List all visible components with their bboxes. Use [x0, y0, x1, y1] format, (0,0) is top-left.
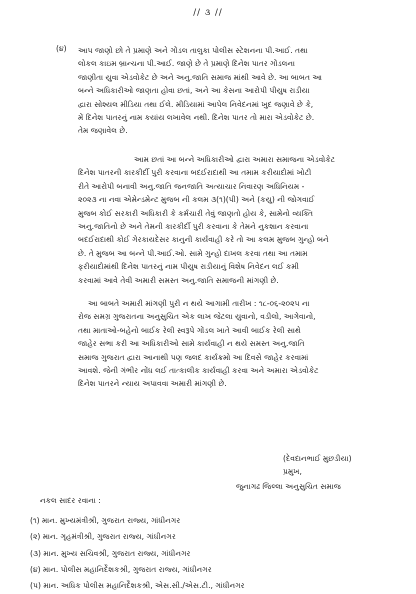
paragraph-marker: (૪)	[56, 44, 67, 53]
text-line: મુજબ કોઈ સરકારી અધિકારી કે કર્મચારી તેવું જાણતો હોય કે, સામેનો વ્યક્તિ	[78, 208, 314, 218]
text-line: ફરીયાદોમાંથી દિનેશ પાતરનું નામ પીયુષ રાડીયાનું વિશેષ નિવેદન લઈ કમી	[78, 262, 299, 272]
text-line: સમાજ ગુજરાત દ્વારા આનાથી પણ જલદ કાર્યક્રમો આ દિવસે જાહેર કરવામાં	[78, 352, 309, 362]
text-line: ૨૦૨૩ ના નવા એમેન્ડમેન્ટ મુજબ ની કલમ ૩(૧)(પી) અને (કયુ) ની જોગવાઈ	[78, 195, 315, 205]
text-line: આ બાબતે અમારી માંગણી પુરી ન થયે આગામી તારીખ : ૧૮-૦૬-૨૦૨૫ ના	[88, 299, 310, 308]
text-line: છે. તે મુજબ આ બન્ને પી.આઈ.ઓ. સામે ગુન્હો દાખલ કરવા તથા આ તમામ	[78, 248, 308, 258]
text-line: આપ જાણો છો તે પ્રમાણે અને ગોંડલ તાલુકા પોલીસ સ્ટેશનના પી.આઈ. તથા	[78, 46, 308, 55]
text-line: રીતે આરોપી બનાવી અનુ.જાતિ જનજાતિ અત્યાચાર નિવારણ અધિનિયમ -	[78, 181, 305, 191]
text-line: દિનેશ પાતરની કારકીર્દી પુરી કરવાના બદઈરાદાથી આ તમામ કરીયાદોમાં ખોટી	[78, 168, 312, 178]
paragraph-complaint-facts	[78, 44, 322, 138]
signature-block	[283, 452, 352, 479]
text-line: રોજ સમગ્ર ગુજરાતના અનુસુચિત એક લાખ જેટલા યુવાનો, વડીલો, આગેવાનો,	[78, 312, 316, 322]
signer-name: (દેવદાનભાઈ મુછડીયા)	[283, 454, 352, 463]
list-item: (૧) માન. મુખ્યમંત્રીશ્રી, ગુજરાત રાજ્ય, ગાંધીનગર	[30, 516, 181, 525]
paragraph-legal-demand	[78, 153, 335, 287]
list-item: (૫) માન. અધિક પોલીસ મહાનિર્દેશકશ્રી, એસ.સી./એસ.ટી., ગાંધીનગર	[30, 581, 245, 591]
text-line: આવશે. જેની ગંભીર નોંધ લઈ તાત્કાલીક કાર્યવાહી કરવા અને અમારા એડવોકેટ	[78, 365, 319, 375]
text-line: દિનેશ પાતરને ન્યાય અપાવવા અમારી માંગણી છે.	[78, 379, 227, 389]
copies-list	[30, 513, 245, 594]
list-item: (૪) માન. પોલીસ મહાનિર્દેશકશ્રી, ગુજરાત રાજ્ય, ગાંધીનગર	[30, 564, 212, 574]
text-line: તેમ જણાવેલ છે.	[78, 126, 128, 136]
text-line: દ્વારા સોશ્યલ મીડિયા તથા ઈલે. મીડિયામાં આપેલ નિવેદનમાં ખુદ જણાવે છે કે,	[78, 99, 314, 109]
text-line: અનુ.જાતિનો છે અને તેમની કારકીર્દી પુરી કરવાના કે તેમને નુકશાન કરવાના	[78, 221, 309, 231]
list-item: (૩) માન. મુખ્ય સચિવશ્રી, ગુજરાત રાજ્ય, ગાંધીનગર	[30, 548, 191, 558]
list-item: (૨) માન. ગૃહમંત્રીશ્રી, ગુજરાત રાજ્ય, ગાંધીનગર	[30, 532, 176, 542]
text-line: જાણીતા યુવા એડવોકેટ છે અને અનુ.જાતિ સમાજ માંથી આવે છે. આ બાબત આ	[78, 72, 323, 82]
text-line: લોકલ કાઇમ બ્રાન્ચના પી.આઈ. જાણે છે તે પ્રમાણે દિનેશ પાતર ગોંડલના	[78, 59, 295, 69]
text-line: મેં દિનેશ પાતરનું નામ કયાંય લખાવેલ નથી. દિનેશ પાતર તો મારા એડવોકેટ છે.	[78, 112, 315, 122]
text-line: બન્ને અધિકારીઓ જાણતા હોવા છતાં, અને આ કેસના આરોપી પીયુષ રાડીયા	[78, 86, 310, 96]
organization-name: જુનાગઢ જિલ્લા અનુસુચિત સમાજ	[236, 482, 341, 491]
paragraph-protest-notice	[78, 297, 319, 391]
signer-organization	[236, 480, 341, 493]
text-line: બદઈરાદાથી કોઈ ગેરકાયદેસર કાનુની કાર્યવાહી કરે તો આ કલમ મુજબ ગુન્હો બને	[78, 235, 329, 245]
copies-heading: નકલ સાદર રવાના :	[40, 496, 101, 505]
text-line: જાહેર સભા કરી આ અધિકારીઓ સામે કાર્યવાહી ન થયે સમસ્ત અનુ.જાતિ	[78, 339, 305, 349]
text-line: આમ છતાં આ બન્ને અધિકારીઓ દ્વારા અમારા સમાજના એડવોકેટ	[134, 155, 336, 164]
text-line: તથા માતાઓ-બહેનો બાઈક રેલી સ્વરૂપે ગોંડલ ખાતે આવી બાઈક રેલી સાથે	[78, 325, 301, 335]
page-number: // ૩ //	[193, 8, 223, 18]
signer-title: પ્રમુખ,	[283, 467, 302, 477]
text-line: કરવામાં આવે તેવી અમારી સમસ્ત અનુ.જાતિ સમાજની માંગણી છે.	[78, 275, 279, 285]
